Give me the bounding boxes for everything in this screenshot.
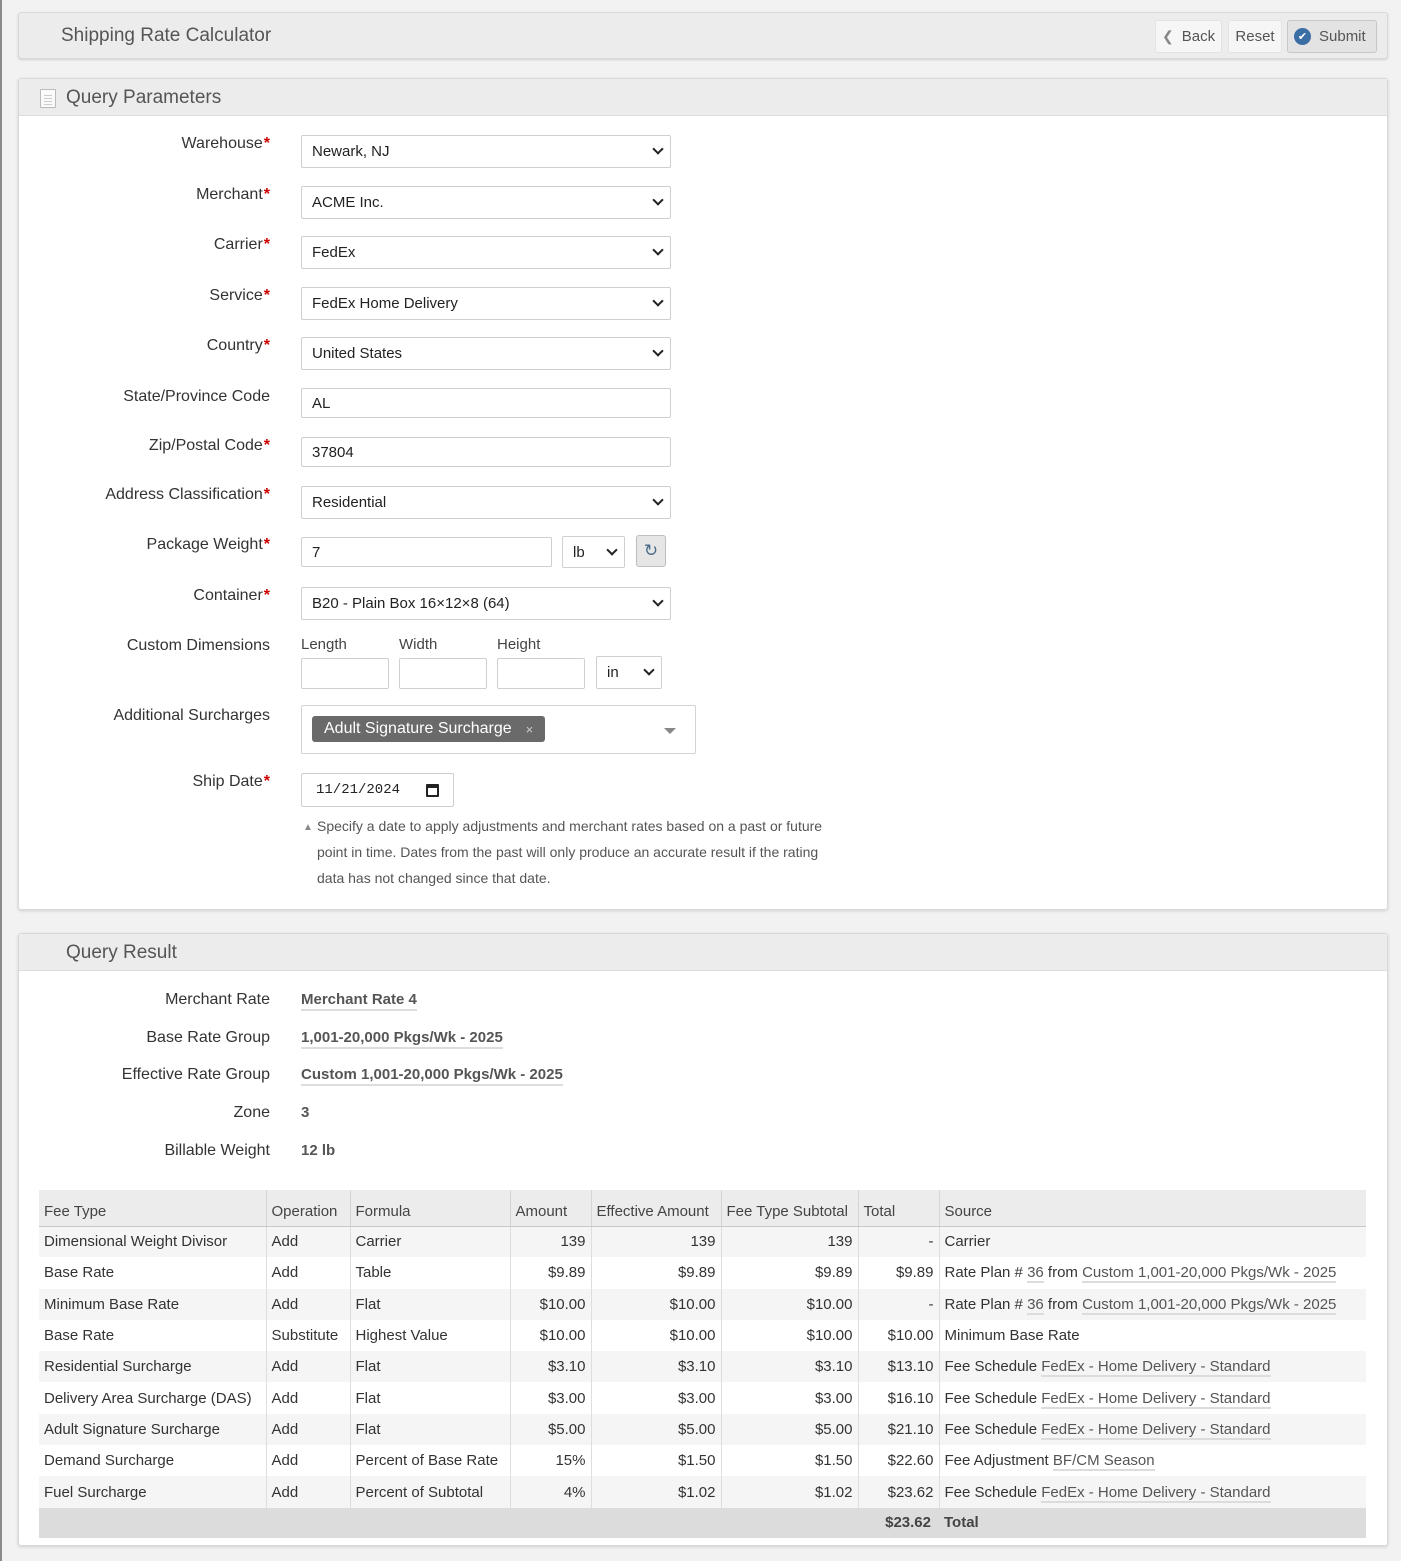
- fee-type-cell: Residential Surcharge: [39, 1351, 266, 1382]
- chevron-down-icon: [652, 194, 663, 205]
- source-cell: [939, 1445, 1366, 1476]
- surcharge-tag-label: Adult Signature Surcharge: [324, 720, 512, 737]
- length-label: Length: [301, 636, 347, 653]
- width-label: Width: [399, 636, 438, 653]
- height-label: Height: [497, 636, 541, 653]
- height-input[interactable]: [497, 658, 585, 689]
- source-prefix: Fee Schedule: [944, 1420, 1038, 1438]
- effective-rate-group-link[interactable]: Custom 1,001-20,000 Pkgs/Wk - 2025: [301, 1066, 563, 1086]
- fee-type-cell: Fuel Surcharge: [39, 1476, 266, 1507]
- source-cell: [939, 1351, 1366, 1382]
- fee-table: [39, 1190, 1366, 1538]
- table-row: [39, 1320, 1366, 1351]
- source-cell: [939, 1226, 1366, 1257]
- table-row: [39, 1476, 1366, 1507]
- left-border: [0, 0, 2, 1561]
- subtotal-cell: 139: [721, 1226, 858, 1257]
- source-prefix: Rate Plan #: [944, 1295, 1023, 1313]
- table-row: [39, 1414, 1366, 1445]
- ship-date-value: 11/21/2024: [316, 782, 401, 798]
- merchant-select[interactable]: ACME Inc.: [301, 186, 671, 219]
- source-cell: [939, 1289, 1366, 1320]
- dimension-unit-select[interactable]: in: [596, 656, 662, 689]
- package-weight-label: Package Weight*: [146, 536, 270, 553]
- subtotal-cell: $5.00: [721, 1414, 858, 1445]
- table-row: [39, 1351, 1366, 1382]
- amount-cell: 139: [510, 1226, 591, 1257]
- chevron-down-icon: [652, 595, 663, 606]
- source-cell: [939, 1320, 1366, 1351]
- source-prefix: Carrier: [944, 1233, 991, 1251]
- formula-cell: Highest Value: [350, 1320, 510, 1351]
- source-link[interactable]: FedEx - Home Delivery - Standard: [1041, 1420, 1271, 1438]
- col-fee-type-subtotal: Fee Type Subtotal: [721, 1190, 858, 1226]
- subtotal-cell: $3.10: [721, 1351, 858, 1382]
- effective-amount-cell: $3.00: [591, 1382, 721, 1413]
- ship-date-input[interactable]: [301, 773, 454, 807]
- back-button[interactable]: [1155, 20, 1222, 53]
- source-from-text: from: [1047, 1295, 1078, 1313]
- formula-cell: Flat: [350, 1414, 510, 1445]
- col-total: Total: [858, 1190, 939, 1226]
- col-operation: Operation: [266, 1190, 350, 1226]
- fee-type-cell: Dimensional Weight Divisor: [39, 1226, 266, 1257]
- document-icon: [40, 89, 56, 108]
- fee-type-cell: Delivery Area Surcharge (DAS): [39, 1382, 266, 1413]
- source-prefix: Fee Schedule: [944, 1389, 1038, 1407]
- amount-cell: $3.10: [510, 1351, 591, 1382]
- amount-cell: 15%: [510, 1445, 591, 1476]
- source-cell: [939, 1414, 1366, 1445]
- fee-type-cell: Base Rate: [39, 1257, 266, 1288]
- total-cell: $16.10: [858, 1382, 939, 1413]
- billable-weight-value: 12 lb: [301, 1142, 336, 1159]
- query-panel-title: Query Parameters: [66, 87, 222, 108]
- fee-table-total-row: [39, 1508, 1366, 1538]
- fee-type-cell: Minimum Base Rate: [39, 1289, 266, 1320]
- zone-value: 3: [301, 1104, 310, 1121]
- col-effective-amount: Effective Amount: [591, 1190, 721, 1226]
- result-panel-title: Query Result: [66, 942, 177, 963]
- col-formula: Formula: [350, 1190, 510, 1226]
- source-cell: [939, 1382, 1366, 1413]
- formula-cell: Percent of Subtotal: [350, 1476, 510, 1507]
- weight-unit-select[interactable]: lb: [562, 536, 625, 568]
- subtotal-cell: $1.02: [721, 1476, 858, 1507]
- source-link[interactable]: Custom 1,001-20,000 Pkgs/Wk - 2025: [1082, 1264, 1337, 1282]
- total-cell: $13.10: [858, 1351, 939, 1382]
- surcharge-tag: [312, 716, 545, 742]
- query-result-panel: [18, 933, 1388, 1546]
- effective-amount-cell: $9.89: [591, 1257, 721, 1288]
- package-weight-input[interactable]: 7: [301, 537, 552, 567]
- zip-label: Zip/Postal Code*: [148, 437, 270, 454]
- formula-cell: Flat: [350, 1351, 510, 1382]
- total-cell: $9.89: [858, 1257, 939, 1288]
- query-panel-header: [19, 79, 1387, 116]
- operation-cell: Add: [266, 1476, 350, 1507]
- rate-plan-link[interactable]: 36: [1027, 1295, 1044, 1313]
- operation-cell: Add: [266, 1414, 350, 1445]
- country-label: Country*: [206, 337, 270, 354]
- fee-type-cell: Demand Surcharge: [39, 1445, 266, 1476]
- source-link[interactable]: FedEx - Home Delivery - Standard: [1041, 1389, 1271, 1407]
- col-source: Source: [939, 1190, 1366, 1226]
- source-prefix: Fee Schedule: [944, 1483, 1038, 1501]
- back-label: Back: [1181, 28, 1216, 45]
- chevron-down-icon: [652, 295, 663, 306]
- submit-label: Submit: [1319, 28, 1366, 45]
- address-classification-select[interactable]: Residential: [301, 486, 671, 519]
- fee-table-header-row: [39, 1190, 1366, 1226]
- page-header: [18, 12, 1388, 59]
- source-prefix: Minimum Base Rate: [944, 1327, 1080, 1345]
- service-select[interactable]: FedEx Home Delivery: [301, 287, 671, 320]
- base-rate-group-label: Base Rate Group: [146, 1029, 270, 1046]
- source-cell: [939, 1257, 1366, 1288]
- formula-cell: Flat: [350, 1382, 510, 1413]
- effective-amount-cell: 139: [591, 1226, 721, 1257]
- operation-cell: Add: [266, 1226, 350, 1257]
- col-amount: Amount: [510, 1190, 591, 1226]
- warehouse-label: Warehouse*: [181, 135, 270, 152]
- subtotal-cell: $10.00: [721, 1289, 858, 1320]
- operation-cell: Add: [266, 1289, 350, 1320]
- chevron-down-icon: [643, 664, 654, 675]
- refresh-icon: ↻: [643, 541, 659, 560]
- info-arrow-icon: ▲: [303, 822, 313, 833]
- total-cell: -: [858, 1226, 939, 1257]
- formula-cell: Flat: [350, 1289, 510, 1320]
- state-input[interactable]: AL: [301, 388, 671, 418]
- subtotal-cell: $1.50: [721, 1445, 858, 1476]
- grand-total-label: Total: [939, 1508, 1366, 1538]
- effective-amount-cell: $5.00: [591, 1414, 721, 1445]
- operation-cell: Add: [266, 1351, 350, 1382]
- carrier-select[interactable]: FedEx: [301, 236, 671, 269]
- subtotal-cell: $3.00: [721, 1382, 858, 1413]
- country-select[interactable]: United States: [301, 337, 671, 370]
- amount-cell: $9.89: [510, 1257, 591, 1288]
- effective-amount-cell: $10.00: [591, 1320, 721, 1351]
- chevron-left-icon: ❮: [1162, 28, 1174, 44]
- table-row: [39, 1289, 1366, 1320]
- subtotal-cell: $9.89: [721, 1257, 858, 1288]
- amount-cell: $10.00: [510, 1289, 591, 1320]
- source-cell: [939, 1476, 1366, 1507]
- chevron-down-icon: [652, 494, 663, 505]
- total-cell: $21.10: [858, 1414, 939, 1445]
- formula-cell: Carrier: [350, 1226, 510, 1257]
- table-row: [39, 1226, 1366, 1257]
- rate-plan-link[interactable]: 36: [1027, 1264, 1044, 1282]
- base-rate-group-link[interactable]: 1,001-20,000 Pkgs/Wk - 2025: [301, 1029, 503, 1049]
- chevron-down-icon: [652, 143, 663, 154]
- source-prefix: Fee Adjustment: [944, 1452, 1049, 1470]
- page-title: Shipping Rate Calculator: [61, 25, 272, 46]
- effective-amount-cell: $3.10: [591, 1351, 721, 1382]
- service-label: Service*: [209, 287, 270, 304]
- carrier-label: Carrier*: [213, 236, 270, 253]
- source-prefix: Rate Plan #: [944, 1264, 1023, 1282]
- container-select[interactable]: B20 - Plain Box 16×12×8 (64): [301, 587, 671, 620]
- source-link[interactable]: BF/CM Season: [1052, 1452, 1155, 1470]
- address-classification-label: Address Classification*: [105, 486, 270, 503]
- source-link[interactable]: Custom 1,001-20,000 Pkgs/Wk - 2025: [1082, 1295, 1337, 1313]
- merchant-rate-label: Merchant Rate: [165, 991, 270, 1008]
- total-cell: $23.62: [858, 1476, 939, 1507]
- table-row: [39, 1382, 1366, 1413]
- ship-date-label: Ship Date*: [192, 773, 270, 790]
- col-fee-type: Fee Type: [39, 1190, 266, 1226]
- amount-cell: $10.00: [510, 1320, 591, 1351]
- result-panel-header: [19, 934, 1387, 971]
- formula-cell: Table: [350, 1257, 510, 1288]
- ship-date-help: Specify a date to apply adjustments and merchant rates based on a past or future point in time. Dates from the past will only produce an accurate result if the rating data has not changed since that date.: [317, 818, 823, 886]
- total-cell: $10.00: [858, 1320, 939, 1351]
- warehouse-select[interactable]: Newark, NJ: [301, 135, 671, 168]
- effective-amount-cell: $1.02: [591, 1476, 721, 1507]
- source-from-text: from: [1047, 1264, 1078, 1282]
- fee-type-cell: Adult Signature Surcharge: [39, 1414, 266, 1445]
- dropdown-arrow-icon[interactable]: [664, 728, 676, 734]
- calendar-icon[interactable]: [426, 784, 439, 797]
- amount-cell: $3.00: [510, 1382, 591, 1413]
- source-link[interactable]: FedEx - Home Delivery - Standard: [1041, 1483, 1271, 1501]
- table-row: [39, 1445, 1366, 1476]
- operation-cell: Add: [266, 1445, 350, 1476]
- operation-cell: Add: [266, 1257, 350, 1288]
- query-parameters-panel: [18, 78, 1388, 910]
- effective-amount-cell: $10.00: [591, 1289, 721, 1320]
- amount-cell: $5.00: [510, 1414, 591, 1445]
- billable-weight-label: Billable Weight: [164, 1142, 270, 1159]
- fee-type-cell: Base Rate: [39, 1320, 266, 1351]
- custom-dimensions-label: Custom Dimensions: [126, 637, 270, 654]
- merchant-rate-link[interactable]: Merchant Rate 4: [301, 991, 417, 1011]
- container-label: Container*: [193, 587, 270, 604]
- additional-surcharges-label: Additional Surcharges: [113, 707, 270, 724]
- formula-cell: Percent of Base Rate: [350, 1445, 510, 1476]
- effective-amount-cell: $1.50: [591, 1445, 721, 1476]
- grand-total-value: $23.62: [858, 1508, 939, 1538]
- merchant-label: Merchant*: [196, 186, 270, 203]
- width-input[interactable]: [399, 658, 487, 689]
- total-cell: $22.60: [858, 1445, 939, 1476]
- operation-cell: Substitute: [266, 1320, 350, 1351]
- remove-tag-icon[interactable]: ×: [525, 721, 534, 737]
- length-input[interactable]: [301, 658, 389, 689]
- chevron-down-icon: [606, 544, 617, 555]
- amount-cell: 4%: [510, 1476, 591, 1507]
- chevron-down-icon: [652, 244, 663, 255]
- check-circle-icon: ✔: [1294, 28, 1311, 45]
- submit-button[interactable]: [1287, 20, 1377, 53]
- source-prefix: Fee Schedule: [944, 1358, 1038, 1376]
- reset-button[interactable]: Reset: [1228, 20, 1282, 53]
- zone-label: Zone: [233, 1104, 270, 1121]
- table-row: [39, 1257, 1366, 1288]
- refresh-weight-button[interactable]: [636, 535, 666, 567]
- operation-cell: Add: [266, 1382, 350, 1413]
- effective-rate-group-label: Effective Rate Group: [121, 1066, 270, 1083]
- subtotal-cell: $10.00: [721, 1320, 858, 1351]
- state-label: State/Province Code: [123, 388, 270, 405]
- chevron-down-icon: [652, 345, 663, 356]
- source-link[interactable]: FedEx - Home Delivery - Standard: [1041, 1358, 1271, 1376]
- total-cell: -: [858, 1289, 939, 1320]
- zip-input[interactable]: 37804: [301, 437, 671, 467]
